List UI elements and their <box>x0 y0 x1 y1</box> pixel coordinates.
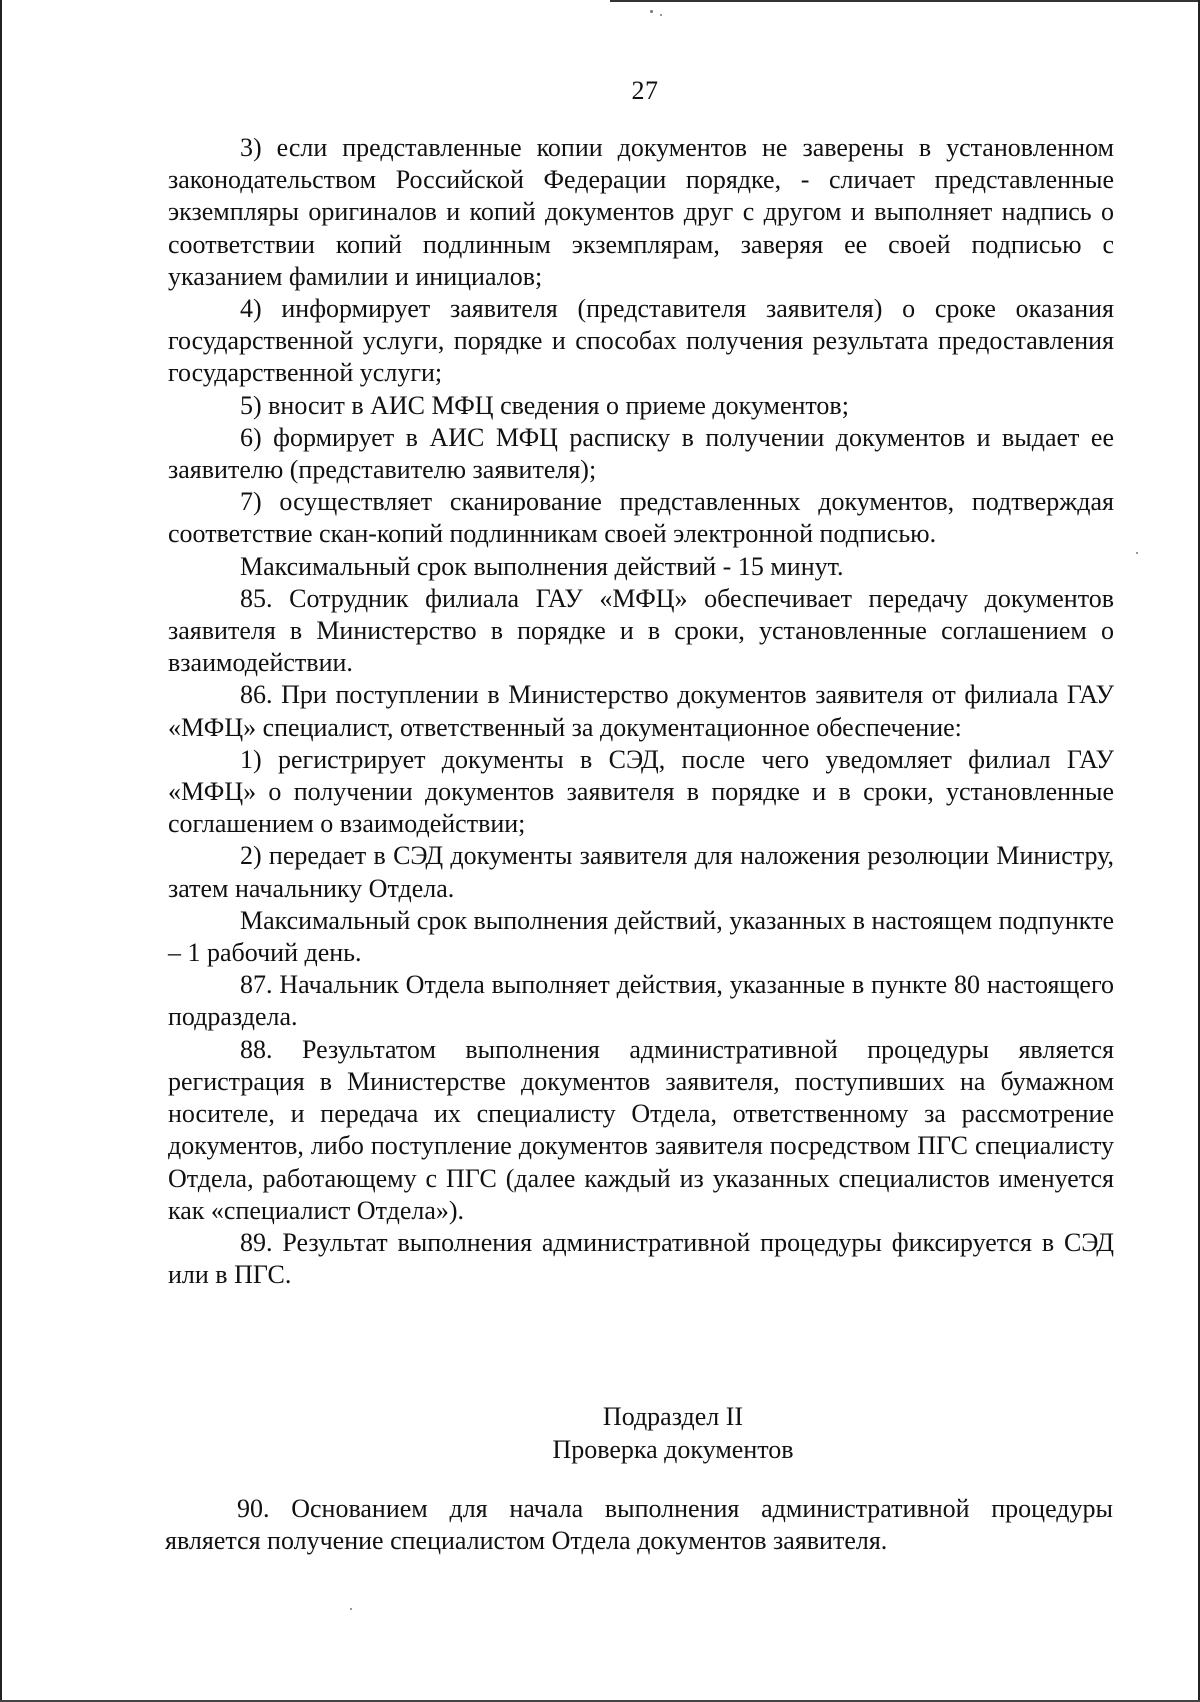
scan-edge-top <box>610 0 1200 2</box>
document-body <box>168 132 1114 1291</box>
paragraph: 7) осуществляет сканирование представленных документов, подтверждая соответствие скан-копий подлинникам своей электронной подписью. <box>168 487 1114 549</box>
document-body-continued <box>165 1493 1113 1557</box>
paragraph: Максимальный срок выполнения действий, указанных в настоящем подпункте – 1 рабочий день. <box>168 905 1114 968</box>
page-number: 27 <box>631 76 659 105</box>
subsection-title: Подраздел II <box>602 1402 744 1431</box>
paragraph: 90. Основанием для начала выполнения административной процедуры является получение специалистом Отдела документов заявителя. <box>165 1494 1113 1556</box>
paragraph: 6) формирует в АИС МФЦ расписку в получении документов и выдает ее заявителю (представителю заявителя); <box>168 422 1114 485</box>
paragraph: 3) если представленные копии документов не заверены в установленном законодательством Российской Федерации порядке, - сличает представленные экземпляры оригиналов и копий документов друг с другом и выполняет надпись о соответствии копий подлинным экземплярам, заверяя ее своей подписью с указанием фамилии и инициалов; <box>168 133 1114 291</box>
scan-speck <box>350 1608 352 1610</box>
scan-speck <box>1136 552 1138 554</box>
paragraph: 86. При поступлении в Министерство документов заявителя от филиала ГАУ «МФЦ» специалист, ответственный за документационное обеспечение: <box>168 680 1114 742</box>
paragraph: 85. Сотрудник филиала ГАУ «МФЦ» обеспечивает передачу документов заявителя в Министерство в порядке и в сроки, установленные соглашением о взаимодействии. <box>168 583 1114 678</box>
paragraph: 1) регистрирует документы в СЭД, после чего уведомляет филиал ГАУ «МФЦ» о получении документов заявителя в порядке и в сроки, установленные соглашением о взаимодействии; <box>168 744 1114 839</box>
subsection-subtitle: Проверка документов <box>552 1435 794 1464</box>
paragraph: Максимальный срок выполнения действий - 15 минут. <box>240 551 844 581</box>
paragraph: 4) информирует заявителя (представителя заявителя) о сроке оказания государственной услуги, порядке и способах получения результата предоставления государственной услуги; <box>168 294 1114 388</box>
scan-speck <box>650 10 653 13</box>
paragraph: 87. Начальник Отдела выполняет действия, указанные в пункте 80 настоящего подраздела. <box>168 970 1114 1032</box>
scan-speck <box>660 14 662 16</box>
paragraph: 5) вносит в АИС МФЦ сведения о приеме документов; <box>240 390 849 420</box>
paragraph: 89. Результат выполнения административной процедуры фиксируется в СЭД или в ПГС. <box>168 1227 1114 1290</box>
paragraph: 88. Результатом выполнения административной процедуры является регистрация в Министерстве документов заявителя, поступивших на бумажном носителе, и передача их специалисту Отдела, ответственному за рассмотрение документов, либо поступление документов заявителя посредством ПГС специалисту Отдела, работающему с ПГС (далее каждый из указанных специалистов именуется как «специалист Отдела»). <box>168 1034 1114 1225</box>
paragraph: 2) передает в СЭД документы заявителя для наложения резолюции Министру, затем начальнику Отдела. <box>168 841 1114 903</box>
